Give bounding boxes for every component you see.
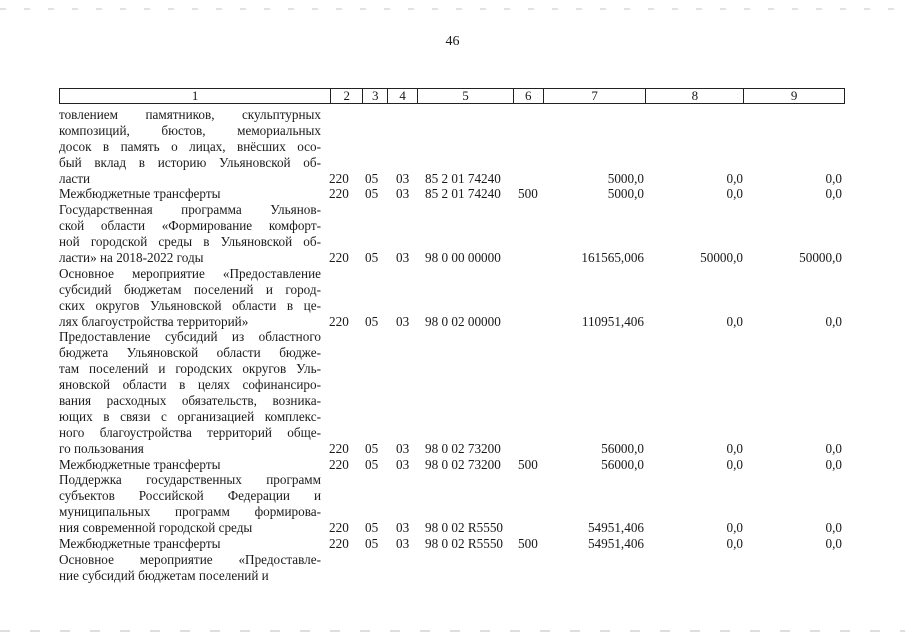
row-name-line: вания расходных обязательств, возника-: [59, 393, 321, 409]
cell-c9: 0,0: [825, 536, 842, 552]
cell-c4: 03: [396, 170, 410, 186]
row-name-line: го пользования: [59, 440, 144, 456]
row-name-line: Межбюджетные трансферты: [59, 536, 221, 552]
row-name-line: ласти» на 2018-2022 годы: [59, 250, 204, 266]
cell-c8: 0,0: [726, 186, 743, 202]
cell-c7: 110951,406: [581, 313, 644, 329]
cell-c9: 0,0: [825, 170, 842, 186]
cell-c9: 0,0: [825, 520, 842, 536]
table-header-row: [59, 88, 845, 104]
cell-c6: 500: [518, 456, 538, 472]
cell-c9: 0,0: [825, 186, 842, 202]
row-name-line: ской области «Формирование комфорт-: [59, 218, 321, 234]
row-name-line: там поселений и городских округов Уль-: [59, 361, 321, 377]
row-name-line: бый вклад в историю Ульяновской об-: [59, 154, 321, 170]
row-values: [59, 520, 845, 536]
cell-c2: 220: [329, 250, 349, 266]
header-col-2: 2: [330, 89, 362, 103]
cell-c9: 0,0: [825, 456, 842, 472]
cell-c3: 05: [365, 520, 379, 536]
cell-c5: 98 0 02 73200: [425, 440, 501, 456]
cell-c5: 85 2 01 74240: [425, 170, 501, 186]
row-name-line: бюджета Ульяновской области бюдже-: [59, 345, 321, 361]
cell-c2: 220: [329, 313, 349, 329]
table-row: [59, 186, 845, 202]
row-values: [59, 250, 845, 266]
cell-c7: 54951,406: [587, 536, 644, 552]
cell-c2: 220: [329, 456, 349, 472]
cell-c5: 98 0 02 R5550: [425, 520, 504, 536]
cell-c3: 05: [365, 250, 379, 266]
cell-c5: 98 0 02 R5550: [425, 536, 504, 552]
cell-c5: 98 0 02 73200: [425, 456, 501, 472]
header-col-4: 4: [387, 89, 417, 103]
cell-c3: 05: [365, 313, 379, 329]
cell-c6: 500: [518, 536, 538, 552]
row-name-line: лях благоустройства территорий»: [59, 313, 249, 329]
header-col-6: 6: [513, 89, 543, 103]
cell-c5: 98 0 02 00000: [425, 313, 501, 329]
header-col-1: 1: [191, 88, 199, 103]
cell-c8: 0,0: [726, 520, 743, 536]
cell-c2: 220: [329, 536, 349, 552]
cell-c5: 85 2 01 74240: [425, 186, 501, 202]
table-row: [59, 536, 845, 552]
table-row: [59, 329, 845, 456]
row-name: [59, 329, 321, 456]
row-values: [59, 441, 845, 457]
cell-c9: 50000,0: [799, 250, 842, 266]
cell-c9: 0,0: [825, 440, 842, 456]
row-name-line: Предоставление субсидий из областного: [59, 329, 321, 345]
row-name-line: Межбюджетные трансферты: [59, 186, 221, 202]
row-name-line: композиций, бюстов, мемориальных: [59, 122, 321, 138]
cell-c8: 0,0: [726, 456, 743, 472]
cell-c7: 54951,406: [587, 520, 644, 536]
table-row: [59, 202, 845, 266]
row-name-line: ласти: [59, 170, 91, 186]
table-row: [59, 457, 845, 473]
cell-c7: 56000,0: [601, 456, 644, 472]
scan-artifact-bottom: [0, 630, 905, 632]
cell-c8: 0,0: [726, 536, 743, 552]
cell-c5: 98 0 00 00000: [425, 250, 501, 266]
row-name-line: субсидий бюджетам поселений и город-: [59, 281, 321, 297]
cell-c2: 220: [329, 520, 349, 536]
cell-c9: 0,0: [825, 313, 842, 329]
cell-c3: 05: [365, 440, 379, 456]
row-name-line: яновской области в целях софинансиро-: [59, 377, 321, 393]
cell-c3: 05: [365, 536, 379, 552]
row-name-line: ских округов Ульяновской области в це-: [59, 297, 321, 313]
cell-c7: 161565,006: [581, 250, 644, 266]
row-name-line: Поддержка государственных программ: [59, 472, 321, 488]
cell-c2: 220: [329, 186, 349, 202]
cell-c3: 05: [365, 170, 379, 186]
cell-c2: 220: [329, 440, 349, 456]
row-name-line: Основное мероприятие «Предоставле-: [59, 551, 321, 567]
header-col-8: 8: [645, 89, 743, 103]
row-name-line: Государственная программа Ульянов-: [59, 202, 321, 218]
cell-c4: 03: [396, 520, 410, 536]
cell-c8: 0,0: [726, 440, 743, 456]
table-row: [59, 266, 845, 330]
row-name-line: ние субсидий бюджетам поселений и: [59, 567, 269, 583]
row-name-line: ющих в связи с организацией комплекс-: [59, 408, 321, 424]
table-body: [59, 107, 845, 584]
table-row: [59, 552, 845, 584]
cell-c3: 05: [365, 186, 379, 202]
table-row: [59, 472, 845, 536]
row-name-line: товлением памятников, скульптурных: [59, 107, 321, 122]
row-values: [59, 171, 845, 187]
header-col-3: 3: [362, 89, 387, 103]
header-col-7: 7: [543, 89, 646, 103]
header-col-5: 5: [417, 89, 513, 103]
row-values: [59, 186, 845, 202]
table-row: [59, 107, 845, 186]
cell-c4: 03: [396, 456, 410, 472]
row-name-line: ной городской среды в Ульяновской об-: [59, 234, 321, 250]
cell-c4: 03: [396, 313, 410, 329]
row-values: [59, 314, 845, 330]
row-name-line: досок в память о лицах, внёсших осо-: [59, 138, 321, 154]
row-name-line: муниципальных программ формирова-: [59, 504, 321, 520]
cell-c3: 05: [365, 456, 379, 472]
cell-c7: 56000,0: [601, 440, 644, 456]
cell-c6: 500: [518, 186, 538, 202]
cell-c4: 03: [396, 250, 410, 266]
cell-c7: 5000,0: [607, 170, 644, 186]
cell-c4: 03: [396, 536, 410, 552]
cell-c7: 5000,0: [607, 186, 644, 202]
page-number: 46: [445, 34, 460, 49]
row-name-line: Основное мероприятие «Предоставление: [59, 265, 321, 281]
row-name-line: Межбюджетные трансферты: [59, 456, 221, 472]
row-values: [59, 457, 845, 473]
cell-c4: 03: [396, 186, 410, 202]
row-values: [59, 536, 845, 552]
row-name-line: ния современной городской среды: [59, 520, 253, 536]
row-values: [59, 568, 845, 584]
cell-c8: 50000,0: [700, 250, 743, 266]
row-name-line: субъектов Российской Федерации и: [59, 488, 321, 504]
cell-c4: 03: [396, 440, 410, 456]
scan-artifact-top: [0, 8, 905, 10]
row-name-line: ного благоустройства территорий обще-: [59, 424, 321, 440]
cell-c8: 0,0: [726, 313, 743, 329]
header-col-9: 9: [743, 89, 844, 103]
cell-c2: 220: [329, 170, 349, 186]
cell-c8: 0,0: [726, 170, 743, 186]
